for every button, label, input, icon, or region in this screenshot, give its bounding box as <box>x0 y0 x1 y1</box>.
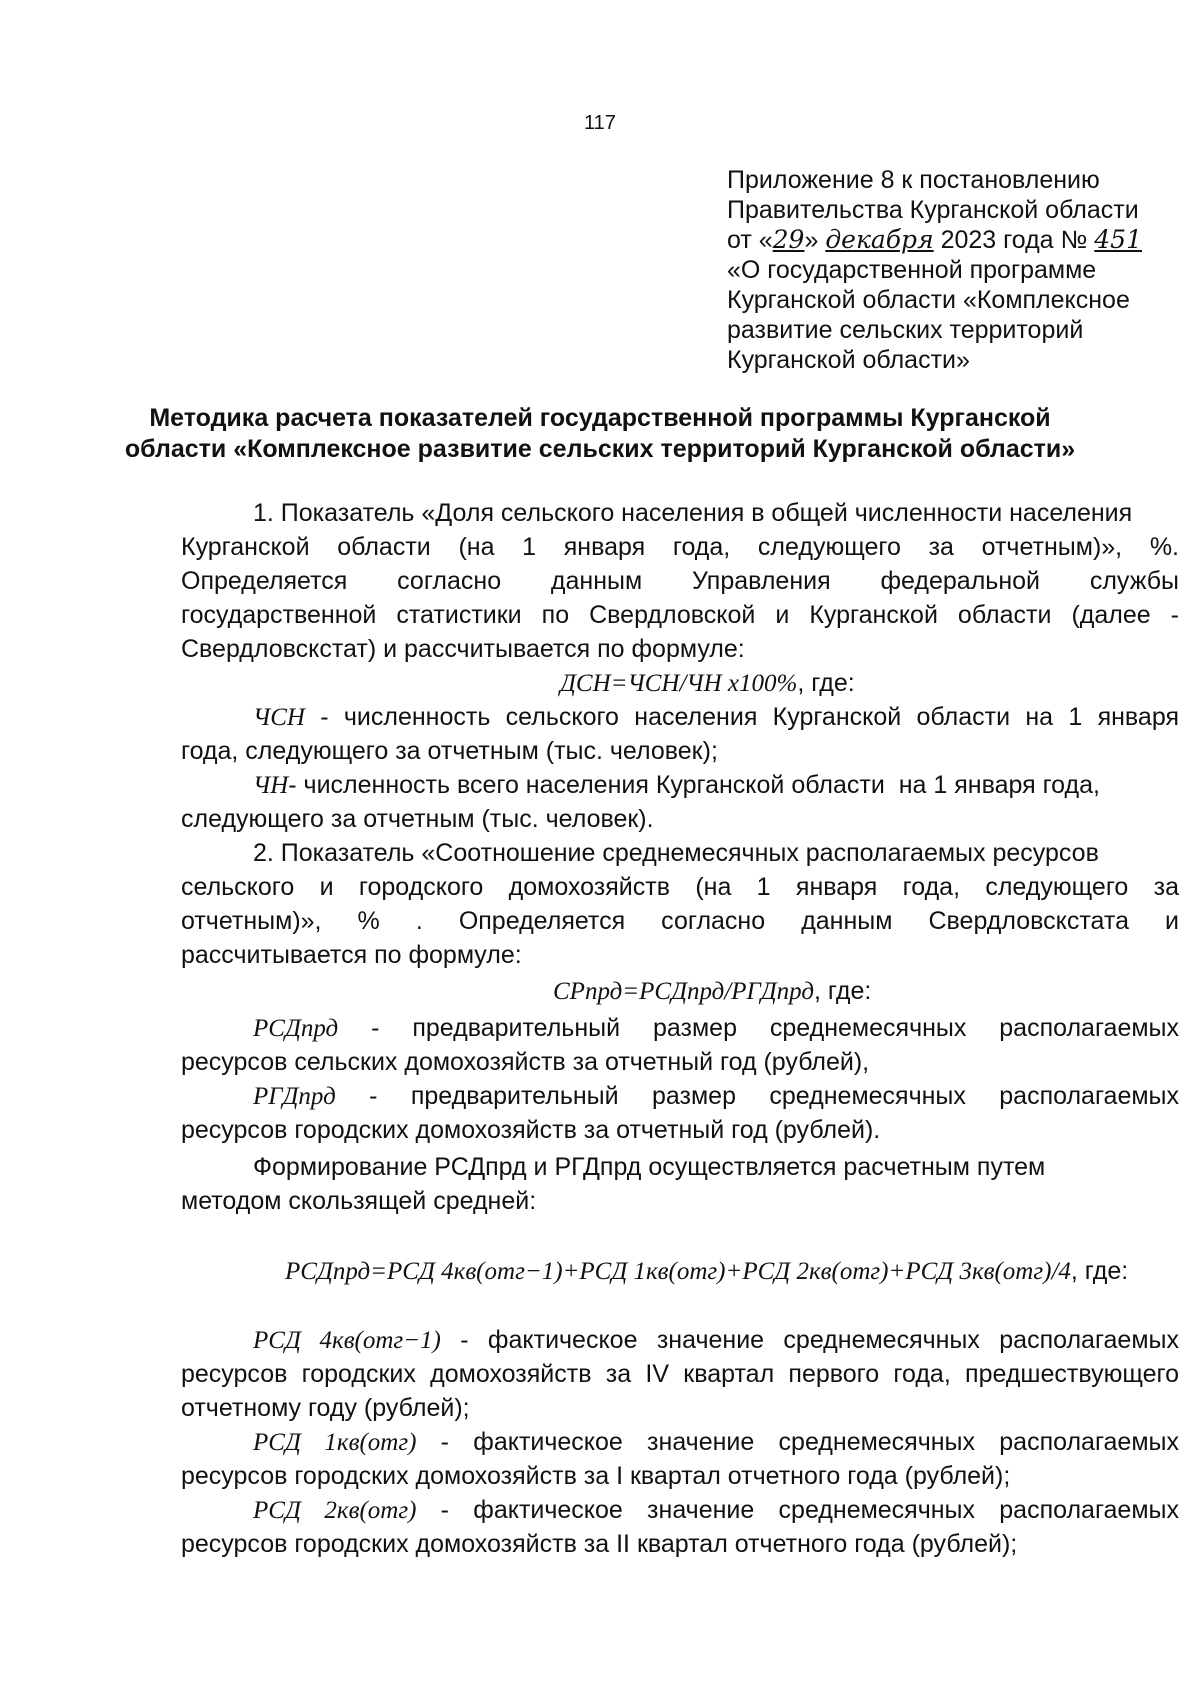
header-date-line <box>727 225 1142 255</box>
formula-dsn-expression: ДСН=ЧСН/ЧН х100% <box>560 670 798 697</box>
date-separator: » <box>804 226 819 254</box>
s2-def-q1-cont: ресурсов городских домохозяйств за I квартал отчетного года (рублей); <box>181 1462 1011 1490</box>
header-line-6: развитие сельских территорий <box>727 316 1084 344</box>
s2-def-q1 <box>253 1427 1179 1458</box>
s2-line-4: рассчитывается по формуле: <box>181 941 522 969</box>
handwritten-number: 451 <box>1094 225 1142 254</box>
var-rgdprd: РГДпрд <box>253 1083 336 1110</box>
header-line-5: Курганской области «Комплексное <box>727 286 1130 314</box>
s2-form-line-1: Формирование РСДпрд и РГДпрд осуществляется расчетным путем <box>253 1153 1046 1181</box>
title-line-2: области «Комплексное развитие сельских территорий Курганской области» <box>124 435 1076 463</box>
handwritten-month: декабря <box>825 225 934 254</box>
formula-dsn-suffix: , где: <box>797 669 855 697</box>
def-chn-text: - численность всего населения Курганской области на 1 января года, <box>288 771 1100 799</box>
s1-line-1: 1. Показатель «Доля сельского населения в общей численности населения <box>253 499 1133 527</box>
formula-moving-average-expression: РСДпрд=РСД 4кв(отг−1)+РСД 1кв(отг)+РСД 2кв(отг)+РСД 3кв(отг)/4 <box>285 1258 1071 1285</box>
s1-line-5: Свердловскстат) и рассчитывается по формуле: <box>181 635 745 663</box>
var-rsd-q4: РСД 4кв(отг−1) <box>253 1327 441 1354</box>
def-rgdprd-text: - предварительный размер среднемесячных располагаемых <box>335 1082 1179 1110</box>
s2-def-q4 <box>253 1325 1179 1356</box>
s2-form-line-2: методом скользящей средней: <box>181 1187 537 1215</box>
s2-def-q2-cont: ресурсов городских домохозяйств за II квартал отчетного года (рублей); <box>181 1530 1018 1558</box>
s1-line-2: Курганской области (на 1 января года, следующего за отчетным)», %. <box>181 533 1179 561</box>
def-q1-text: - фактическое значение среднемесячных располагаемых <box>416 1428 1179 1456</box>
var-chsn: ЧСН <box>253 704 305 731</box>
s1-line-4: государственной статистики по Свердловской и Курганской области (далее - <box>181 601 1179 629</box>
s1-def-chsn-cont: года, следующего за отчетным (тыс. человек); <box>181 737 718 765</box>
var-rsd-q1: РСД 1кв(отг) <box>253 1429 417 1456</box>
header-line-7: Курганской области» <box>727 346 970 374</box>
s2-line-1: 2. Показатель «Соотношение среднемесячных располагаемых ресурсов <box>253 839 1099 867</box>
s2-def-rgd <box>253 1081 1179 1112</box>
s2-def-rgd-cont: ресурсов городских домохозяйств за отчетный год (рублей). <box>181 1116 881 1144</box>
header-line-4: «О государственной программе <box>727 256 1097 284</box>
header-line-2: Правительства Курганской области <box>727 196 1139 224</box>
def-rsdprd-text: - предварительный размер среднемесячных располагаемых <box>338 1014 1179 1042</box>
title-line-1: Методика расчета показателей государственной программы Курганской <box>149 404 1051 432</box>
s2-def-q4-cont-2: отчетному году (рублей); <box>181 1394 470 1422</box>
header-line-1: Приложение 8 к постановлению <box>727 166 1100 194</box>
def-q2-text: - фактическое значение среднемесячных располагаемых <box>416 1496 1179 1524</box>
formula-srprd-suffix: , где: <box>813 977 872 1005</box>
def-q4-text: - фактическое значение среднемесячных располагаемых <box>440 1326 1179 1354</box>
s2-def-q4-cont-1: ресурсов городских домохозяйств за IV квартал первого года, предшествующего <box>181 1360 1179 1388</box>
s1-line-3: Определяется согласно данным Управления федеральной службы <box>181 567 1179 595</box>
s1-def-chsn <box>253 702 1179 733</box>
s2-line-2: сельского и городского домохозяйств (на 1 января года, следующего за <box>181 873 1179 901</box>
s1-def-chn-cont: следующего за отчетным (тыс. человек). <box>181 805 654 833</box>
page-number: 117 <box>584 112 616 134</box>
formula-moving-average <box>285 1256 1128 1287</box>
s1-def-chn <box>253 770 1100 801</box>
var-rsdprd: РСДпрд <box>253 1015 339 1042</box>
formula-dsn <box>560 668 855 699</box>
s2-def-rsd <box>253 1013 1179 1044</box>
date-prefix: от « <box>727 226 773 254</box>
formula-moving-average-suffix: , где: <box>1070 1257 1129 1285</box>
year-text: 2023 года № <box>940 226 1088 254</box>
formula-srprd-expression: СРпрд=РСДпрд/РГДпрд <box>553 978 814 1005</box>
handwritten-day: 29 <box>772 225 805 254</box>
var-chn: ЧН <box>253 772 289 799</box>
s2-line-3: отчетным)», % . Определяется согласно данным Свердловскстата и <box>181 907 1179 935</box>
formula-srprd <box>553 976 871 1007</box>
s2-def-q2 <box>253 1495 1179 1526</box>
def-chsn-text: - численность сельского населения Курганской области на 1 января <box>304 703 1179 731</box>
var-rsd-q2: РСД 2кв(отг) <box>253 1497 417 1524</box>
s2-def-rsd-cont: ресурсов сельских домохозяйств за отчетный год (рублей), <box>181 1048 870 1076</box>
